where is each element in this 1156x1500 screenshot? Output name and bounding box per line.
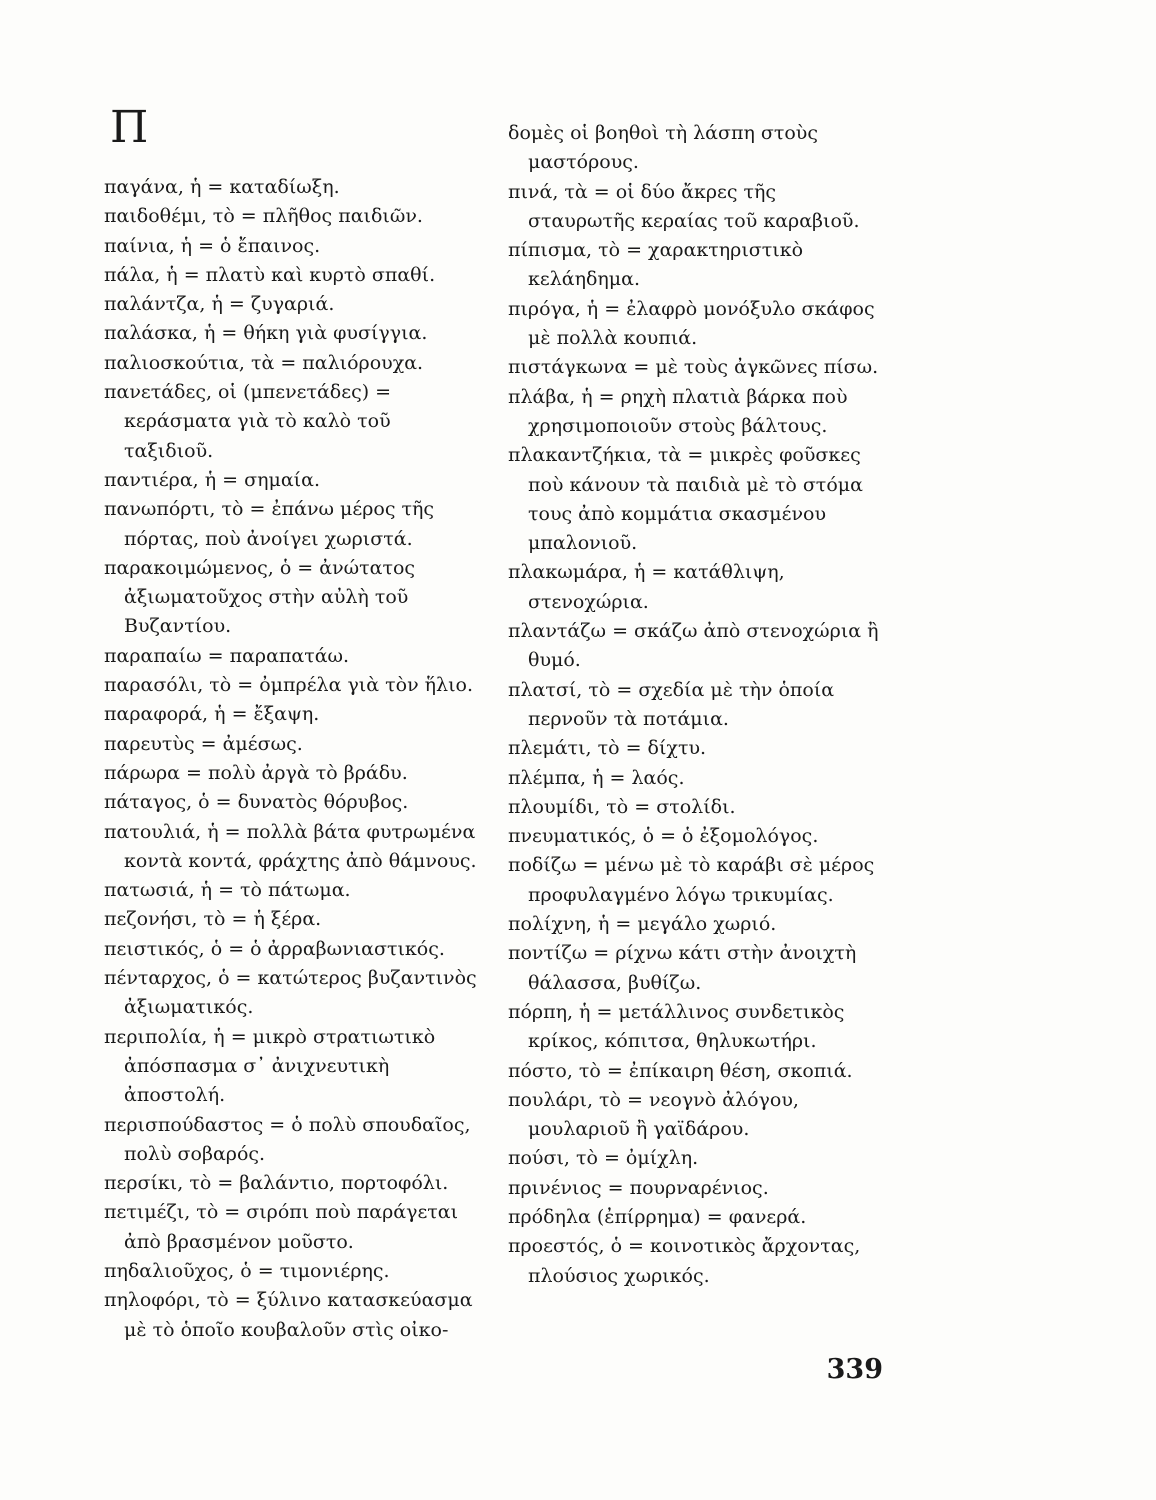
dictionary-entry: παγάνα, ἡ = καταδίωξη. bbox=[104, 176, 340, 198]
dictionary-entry: πανετάδες, οἱ (μπενετάδες) = κεράσματα γιὰ τὸ καλὸ τοῦ ταξιδιοῦ. bbox=[104, 381, 392, 462]
dictionary-entry: πόστο, τὸ = ἐπίκαιρη θέση, σκοπιά. bbox=[508, 1059, 853, 1082]
dictionary-entry: παρασόλι, τὸ = ὀμπρέλα γιὰ τὸν ἥλιο. bbox=[104, 674, 474, 697]
dictionary-entry: περισπούδαστος = ὁ πολὺ σπουδαῖος, πολὺ σοβαρός. bbox=[104, 1113, 471, 1165]
dictionary-entry: πετιμέζι, τὸ = σιρόπι ποὺ παράγεται ἀπὸ βρασμένον μοῦστο. bbox=[104, 1201, 459, 1253]
dictionary-entry: πανωπόρτι, τὸ = ἐπάνω μέρος τῆς πόρτας, ποὺ ἀνοίγει χωριστά. bbox=[104, 498, 435, 550]
dictionary-entry: παλιοσκούτια, τὰ = παλιόρουχα. bbox=[104, 351, 424, 374]
dictionary-entry: πάλα, ἡ = πλατὺ καὶ κυρτὸ σπαθί. bbox=[104, 263, 436, 286]
dictionary-entry: πεζονήσι, τὸ = ἡ ξέρα. bbox=[104, 908, 322, 931]
right-column bbox=[508, 119, 888, 1291]
dictionary-entry: πάταγος, ὁ = δυνατὸς θόρυβος. bbox=[104, 791, 409, 814]
dictionary-entry: παραπαίω = παραπατάω. bbox=[104, 644, 350, 667]
dictionary-entry: παλάσκα, ἡ = θήκη γιὰ φυσίγγια. bbox=[104, 322, 428, 345]
dictionary-entry: πρινένιος = πουρναρένιος. bbox=[508, 1176, 769, 1199]
dictionary-entry: παντιέρα, ἡ = σημαία. bbox=[104, 468, 320, 491]
dictionary-entry: πλατσί, τὸ = σχεδία μὲ τὴν ὁποία περνοῦν τὰ ποτάμια. bbox=[508, 678, 835, 730]
dictionary-entry: πλάβα, ἡ = ρηχὴ πλατιὰ βάρκα ποὺ χρησιμοποιοῦν στοὺς βάλτους. bbox=[508, 385, 848, 437]
dictionary-entry: περιπολία, ἡ = μικρὸ στρατιωτικὸ ἀπόσπασμα σ᾿ ἀνιχνευτικὴ ἀποστολή. bbox=[104, 1025, 436, 1107]
dictionary-entry: παιδοθέμι, τὸ = πλῆθος παιδιῶν. bbox=[104, 205, 423, 228]
dictionary-entry: πιστάγκωνα = μὲ τοὺς ἀγκῶνες πίσω. bbox=[508, 356, 879, 379]
dictionary-entry: ποντίζω = ρίχνω κάτι στὴν ἀνοιχτὴ θάλασσα, βυθίζω. bbox=[508, 942, 857, 994]
section-letter: Π bbox=[110, 102, 149, 153]
dictionary-entry: πιρόγα, ἡ = ἐλαφρὸ μονόξυλο σκάφος μὲ πολλὰ κουπιά. bbox=[508, 297, 875, 350]
left-column bbox=[104, 173, 484, 1345]
dictionary-entry: παίνια, ἡ = ὁ ἔπαινος. bbox=[104, 234, 321, 257]
dictionary-entry: παραφορά, ἡ = ἔξαψη. bbox=[104, 703, 320, 726]
dictionary-entry: πλέμπα, ἡ = λαός. bbox=[508, 766, 685, 789]
dictionary-entry: πουλάρι, τὸ = νεογνὸ ἀλόγου, μουλαριοῦ ἢ γαϊδάρου. bbox=[508, 1088, 799, 1141]
dictionary-entry: πολίχνη, ἡ = μεγάλο χωριό. bbox=[508, 913, 777, 936]
page-number: 339 bbox=[826, 1354, 883, 1385]
dictionary-entry: παρευτὺς = ἀμέσως. bbox=[104, 732, 303, 755]
dictionary-entry: πλακαντζήκια, τὰ = μικρὲς φοῦσκες ποὺ κάνουν τὰ παιδιὰ μὲ τὸ στόμα τους ἀπὸ κομμάτια σκασμένου μπαλονιοῦ. bbox=[508, 444, 863, 555]
dictionary-entry: πλακωμάρα, ἡ = κατάθλιψη, στενοχώρια. bbox=[508, 561, 785, 613]
dictionary-entry: πλαντάζω = σκάζω ἀπὸ στενοχώρια ἢ θυμό. bbox=[508, 620, 879, 672]
dictionary-entry: πινά, τὰ = οἱ δύο ἄκρες τῆς σταυρωτῆς κεραίας τοῦ καραβιοῦ. bbox=[508, 180, 860, 232]
dictionary-entry: παλάντζα, ἡ = ζυγαριά. bbox=[104, 293, 335, 316]
dictionary-entry: περσίκι, τὸ = βαλάντιο, πορτοφόλι. bbox=[104, 1172, 449, 1195]
dictionary-entry: πρόδηλα (ἐπίρρημα) = φανερά. bbox=[508, 1205, 807, 1228]
dictionary-entry: πειστικός, ὁ = ὁ ἀρραβωνιαστικός. bbox=[104, 937, 445, 960]
dictionary-entry: προεστός, ὁ = κοινοτικὸς ἄρχοντας, πλούσιος χωρικός. bbox=[508, 1235, 861, 1287]
dictionary-entry: πηδαλιοῦχος, ὁ = τιμονιέρης. bbox=[104, 1259, 390, 1282]
dictionary-entry: πλουμίδι, τὸ = στολίδι. bbox=[508, 795, 736, 818]
dictionary-entry: πόρπη, ἡ = μετάλλινος συνδετικὸς κρίκος, κόπιτσα, θηλυκωτήρι. bbox=[508, 1000, 845, 1053]
dictionary-entry: πλεμάτι, τὸ = δίχτυ. bbox=[508, 737, 707, 760]
dictionary-entry: ποδίζω = μένω μὲ τὸ καράβι σὲ μέρος προφυλαγμένο λόγω τρικυμίας. bbox=[508, 854, 875, 906]
dictionary-entry: πατουλιά, ἡ = πολλὰ βάτα φυτρωμένα κοντὰ κοντά, φράχτης ἀπὸ θάμνους. bbox=[104, 820, 477, 872]
dictionary-entry: πένταρχος, ὁ = κατώτερος βυζαντινὸς ἀξιωματικός. bbox=[104, 967, 477, 1019]
dictionary-entry: πατωσιά, ἡ = τὸ πάτωμα. bbox=[104, 879, 351, 902]
dictionary-entry: πούσι, τὸ = ὀμίχλη. bbox=[508, 1147, 699, 1170]
dictionary-entry: πνευματικός, ὁ = ὁ ἐξομολόγος. bbox=[508, 825, 819, 848]
dictionary-entry: δομὲς οἱ βοηθοὶ τὴ λάσπη στοὺς μαστόρους. bbox=[508, 122, 819, 174]
dictionary-entry: πηλοφόρι, τὸ = ξύλινο κατασκεύασμα μὲ τὸ ὁποῖο κουβαλοῦν στὶς οἰκο- bbox=[104, 1289, 473, 1341]
dictionary-entry: πίπισμα, τὸ = χαρακτηριστικὸ κελάηδημα. bbox=[508, 239, 804, 291]
dictionary-entry: παρακοιμώμενος, ὁ = ἀνώτατος ἀξιωματοῦχος στὴν αὐλὴ τοῦ Βυζαντίου. bbox=[104, 556, 416, 638]
dictionary-entry: πάρωρα = πολὺ ἀργὰ τὸ βράδυ. bbox=[104, 761, 408, 784]
